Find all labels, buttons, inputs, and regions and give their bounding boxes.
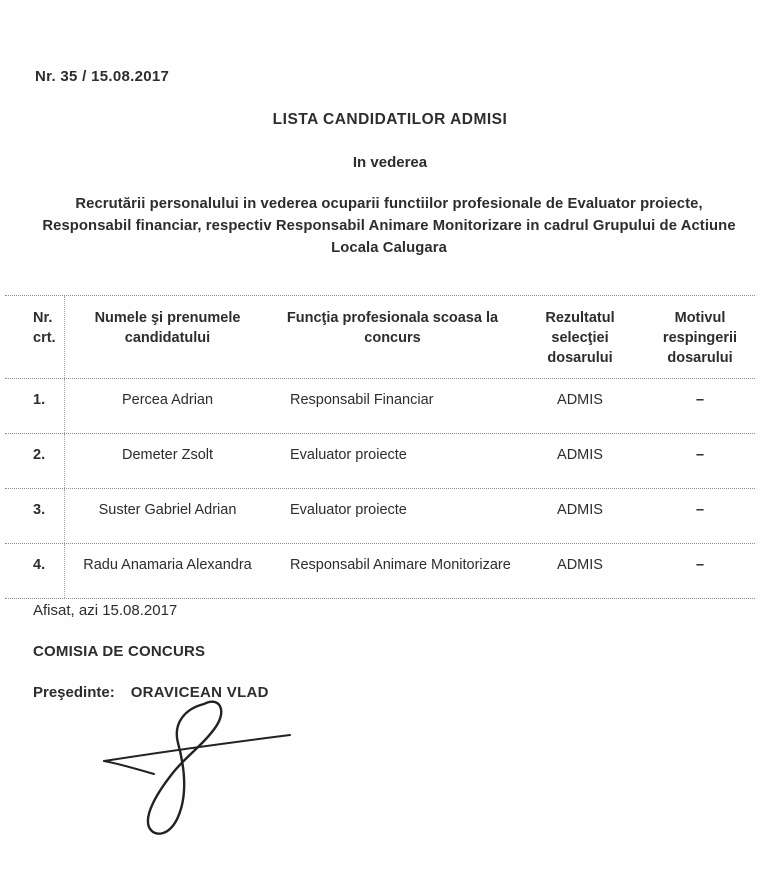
row-function: Responsabil Animare Monitorizare <box>290 557 511 573</box>
row-nr: 3. <box>5 489 65 543</box>
table-row <box>5 488 755 543</box>
page-subtitle: In vederea <box>352 154 428 171</box>
row-function: Evaluator proiecte <box>290 502 407 518</box>
president-name: ORAVICEAN VLAD <box>130 684 269 701</box>
header-name: Numele şi prenumele candidatului <box>94 310 241 346</box>
table-row <box>5 433 755 488</box>
candidates-table <box>5 295 755 599</box>
row-motive: – <box>695 557 705 573</box>
row-nr: 2. <box>5 434 65 488</box>
row-motive: – <box>695 392 705 408</box>
header-motive: Motivul respingerii dosarului <box>662 310 738 366</box>
table-row <box>5 543 755 598</box>
row-nr: 4. <box>5 544 65 598</box>
row-result: ADMIS <box>557 502 603 518</box>
signature-handwritten <box>92 695 302 845</box>
table-header-row <box>5 295 755 378</box>
row-function: Responsabil Financiar <box>290 392 434 408</box>
row-result: ADMIS <box>557 557 603 573</box>
row-motive: – <box>695 447 705 463</box>
table-row <box>5 378 755 433</box>
president-label: Preşedinte: <box>33 684 115 701</box>
header-nr: Nr. crt. <box>5 296 65 378</box>
row-name: Radu Anamaria Alexandra <box>83 557 252 573</box>
row-name: Suster Gabriel Adrian <box>98 502 237 518</box>
row-function: Evaluator proiecte <box>290 447 407 463</box>
intro-paragraph: Recrutării personalului in vederea ocuparii functiilor profesionale de Evaluator proiecte, Responsabil financiar, respectiv Responsabil Animare Monitorizare in cadrul Grupului de Actiune Locala Calugara <box>42 196 736 256</box>
row-nr: 1. <box>5 379 65 433</box>
committee-title: COMISIA DE CONCURS <box>33 643 206 660</box>
document-number: Nr. 35 / 15.08.2017 <box>35 68 170 85</box>
signature-icon <box>92 695 302 840</box>
row-result: ADMIS <box>557 447 603 463</box>
page-title: LISTA CANDIDATILOR ADMISI <box>272 111 508 128</box>
row-name: Demeter Zsolt <box>121 447 214 463</box>
row-result: ADMIS <box>557 392 603 408</box>
header-function: Funcţia profesionala scoasa la concurs <box>286 310 499 346</box>
row-name: Percea Adrian <box>121 392 214 408</box>
posted-date: Afisat, azi 15.08.2017 <box>33 602 178 619</box>
header-result: Rezultatul selecţiei dosarului <box>545 310 615 366</box>
row-motive: – <box>695 502 705 518</box>
